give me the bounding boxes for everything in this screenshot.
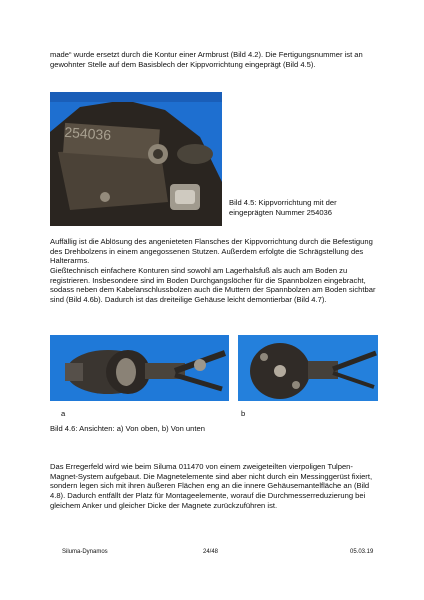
paragraph-erregerfeld: Das Erregerfeld wird wie beim Siluma 011470 von einem zweigeteilten vierpoligen Tulpen-Magnet-System aufgebaut. Die Magnetelemente sind aber nicht durch ein Messinggerüst fixiert, sondern legen sich mit ihren äußeren Flächen eng an die innere Gehäusemantelfläche an (Bild 4.8). Dadurch entfällt der Platz für Montageelemente, worauf die Durchmesserreduzierung bei gleichem Anker und gleicher Dicke der Magnete zurückzuführen ist. bbox=[50, 462, 373, 510]
footer-left: Siluma-Dynamos bbox=[62, 549, 108, 555]
figure-4-6a-label: a bbox=[61, 409, 66, 418]
paragraph-ablosung: Auffällig ist die Ablösung des angenieteten Flansches der Kippvorrichtung durch die Befestigung des Drehbolzens in einem angegossenen Stutzen. Außerdem erfolgte die Schrägstellung des Halterarms. bbox=[50, 237, 373, 266]
figure-4-6b-photo bbox=[238, 335, 378, 401]
figure-4-6-caption: Bild 4.6: Ansichten: a) Von oben, b) Von unten bbox=[50, 424, 205, 433]
figure-4-6b-label: b bbox=[241, 409, 246, 418]
stamped-number: 254036 bbox=[63, 123, 112, 144]
footer-page-number: 24/48 bbox=[203, 549, 219, 555]
intro-paragraph: made“ wurde ersetzt durch die Kontur einer Armbrust (Bild 4.2). Die Fertigungsnummer ist an gewohnter Stelle auf dem Basisblech der Kippvorrichtung eingeprägt (Bild 4.5). bbox=[50, 50, 363, 69]
paragraph-giesstechnisch: Gießtechnisch einfachere Konturen sind sowohl am Lagerhalsfuß als auch am Boden zu registrieren. Insbesondere sind im Boden Durchgangslöcher für die Spannbolzen eingebracht, sodass neben dem Kabelanschlussbolzen auch die Muttern der Spannbolzen am Boden sichtbar sind (Bild 4.6b). Dadurch ist das dreiteilige Gehäuse leicht demontierbar (Bild 4.7). bbox=[50, 266, 376, 305]
figure-4-5-caption: Bild 4.5: Kippvorrichtung mit der eingeprägten Nummer 254036 bbox=[229, 198, 337, 217]
figure-4-5-photo bbox=[50, 92, 222, 226]
figure-4-6a-photo bbox=[50, 335, 229, 401]
footer-date: 05.03.19 bbox=[350, 549, 374, 555]
